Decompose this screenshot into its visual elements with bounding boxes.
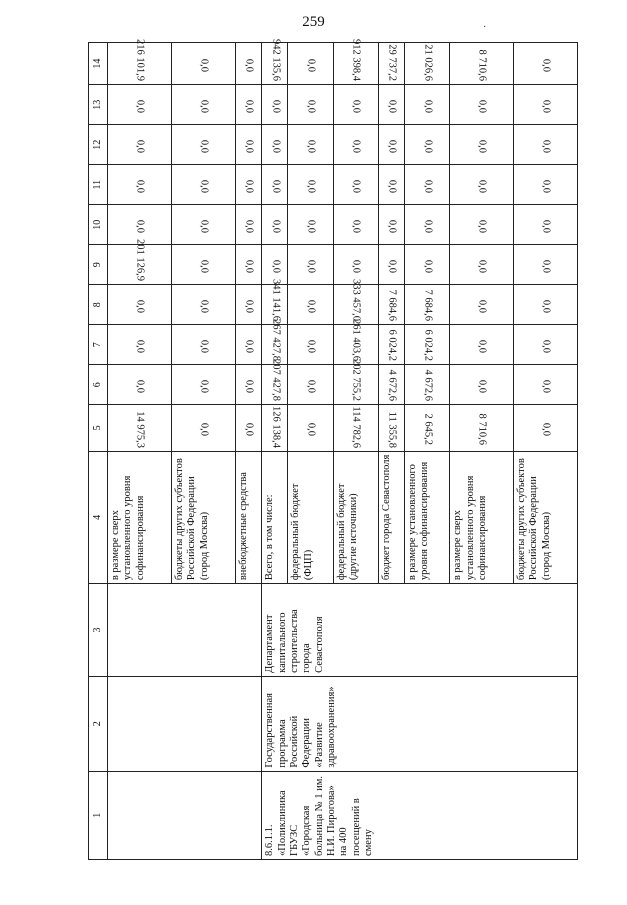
value-cell: 0,0 [288,43,333,85]
source-label: бюджет города Севастополя [378,451,404,584]
value-cell: 6 024,2 [378,325,404,365]
value-cell: 0,0 [514,165,578,205]
value-cell: 333 457,0 [333,285,378,325]
value-cell: 0,0 [378,165,404,205]
value-cell: 0,0 [235,245,261,285]
value-cell: 0,0 [171,85,235,125]
value-cell: 0,0 [405,125,450,165]
value-cell: 0,0 [450,125,514,165]
value-cell: 0,0 [288,365,333,405]
executor-cell-empty [108,584,262,677]
header-row [89,43,108,860]
value-cell: 0,0 [262,165,288,205]
col-header-12: 12 [89,125,108,165]
col-header-1: 1 [89,771,108,859]
rotated-table-frame [88,39,578,860]
source-label: в размере сверх установленного уровня софинансирования [450,451,514,584]
value-cell: 0,0 [514,85,578,125]
col-header-6: 6 [89,365,108,405]
value-cell: 207 427,8 [262,365,288,405]
value-cell: 0,0 [235,125,261,165]
value-cell: 201 126,9 [108,245,172,285]
value-cell: 0,0 [288,325,333,365]
value-cell: 0,0 [171,405,235,451]
value-cell: 0,0 [450,165,514,205]
source-label: федеральный бюджет (другие источники) [333,451,378,584]
value-cell: 0,0 [108,125,172,165]
value-cell: 0,0 [108,165,172,205]
value-cell: 0,0 [405,245,450,285]
value-cell: 267 427,8 [262,325,288,365]
value-cell: 0,0 [108,285,172,325]
value-cell: 0,0 [171,285,235,325]
source-label: в размере установленного уровня софинансирования [405,451,450,584]
col-header-10: 10 [89,205,108,245]
value-cell: 0,0 [288,205,333,245]
value-cell: 0,0 [235,43,261,85]
value-cell: 4 672,6 [405,365,450,405]
value-cell: 0,0 [288,245,333,285]
value-cell: 0,0 [262,125,288,165]
source-label: бюджеты других субъектов Российской Федерации (город Москва) [171,451,235,584]
source-label: в размере сверх установленного уровня софинансирования [108,451,172,584]
value-cell: 0,0 [288,125,333,165]
col-header-5: 5 [89,405,108,451]
value-cell: 0,0 [514,285,578,325]
col-header-8: 8 [89,285,108,325]
value-cell: 126 138,4 [262,405,288,451]
value-cell: 0,0 [405,85,450,125]
value-cell: 0,0 [450,365,514,405]
value-cell: 0,0 [378,205,404,245]
rotated-table-container [88,39,578,860]
value-cell: 0,0 [514,365,578,405]
value-cell: 0,0 [171,205,235,245]
value-cell: 0,0 [108,85,172,125]
value-cell: 0,0 [108,325,172,365]
value-cell: 0,0 [378,125,404,165]
col-header-11: 11 [89,165,108,205]
col-header-4: 4 [89,451,108,584]
value-cell: 0,0 [235,165,261,205]
object-cell-empty [108,771,262,859]
value-cell: 0,0 [262,85,288,125]
table-row [108,43,172,860]
value-cell: 0,0 [450,285,514,325]
scan-mark: · [483,22,487,33]
value-cell: 0,0 [514,43,578,85]
value-cell: 14 975,3 [108,405,172,451]
col-header-7: 7 [89,325,108,365]
value-cell: 0,0 [171,43,235,85]
value-cell: 0,0 [288,165,333,205]
col-header-3: 3 [89,584,108,677]
value-cell: 0,0 [450,205,514,245]
value-cell: 4 672,6 [378,365,404,405]
source-label: федеральный бюджет (ФЦП) [288,451,333,584]
value-cell: 0,0 [262,205,288,245]
value-cell: 0,0 [171,325,235,365]
value-cell: 0,0 [333,165,378,205]
value-cell: 0,0 [333,85,378,125]
value-cell: 341 141,6 [262,285,288,325]
source-label: бюджеты других субъектов Российской Федерации (город Москва) [514,451,578,584]
value-cell: 0,0 [450,245,514,285]
value-cell: 0,0 [450,85,514,125]
value-cell: 0,0 [108,365,172,405]
col-header-14: 14 [89,43,108,85]
value-cell: 0,0 [333,125,378,165]
value-cell: 7 684,6 [378,285,404,325]
source-label: Всего, в том числе: [262,451,288,584]
value-cell: 216 101,9 [108,43,172,85]
value-cell: 0,0 [333,245,378,285]
col-header-9: 9 [89,245,108,285]
value-cell: 0,0 [171,245,235,285]
value-cell: 21 026,6 [405,43,450,85]
value-cell: 0,0 [235,205,261,245]
value-cell: 29 737,2 [378,43,404,85]
value-cell: 0,0 [514,205,578,245]
value-cell: 0,0 [171,125,235,165]
value-cell: 6 024,2 [405,325,450,365]
value-cell: 0,0 [288,285,333,325]
value-cell: 0,0 [333,205,378,245]
value-cell: 11 355,8 [378,405,404,451]
value-cell: 0,0 [378,85,404,125]
object-name: 8.6.1.1. «Поликлиника ГБУЗС «Городская больница № 1 им. Н.И. Пирогова» на 400 посещений в смену [262,771,578,859]
value-cell: 0,0 [171,365,235,405]
value-cell: 0,0 [514,245,578,285]
value-cell: 114 782,6 [333,405,378,451]
value-cell: 0,0 [378,245,404,285]
value-cell: 8 710,6 [450,405,514,451]
value-cell: 2 645,2 [405,405,450,451]
value-cell: 0,0 [108,205,172,245]
value-cell: 0,0 [405,165,450,205]
value-cell: 8 710,6 [450,43,514,85]
col-header-2: 2 [89,676,108,771]
budget-table [88,39,578,860]
value-cell: 0,0 [235,365,261,405]
table-row [262,43,288,860]
value-cell: 912 398,4 [333,43,378,85]
value-cell: 0,0 [288,405,333,451]
value-cell: 0,0 [262,245,288,285]
value-cell: 0,0 [235,325,261,365]
value-cell: 0,0 [235,405,261,451]
value-cell: 0,0 [405,205,450,245]
value-cell: 0,0 [514,405,578,451]
source-label: внебюджетные средства [235,451,261,584]
value-cell: 7 684,6 [405,285,450,325]
value-cell: 0,0 [514,125,578,165]
value-cell: 261 403,6 [333,325,378,365]
value-cell: 0,0 [235,85,261,125]
value-cell: 202 755,2 [333,365,378,405]
executor-name: Департамент капитального строительства города Севастополя [262,584,578,677]
program-name: Государственная программа Российской Федерации «Развитие здравоохранения» [262,676,578,771]
value-cell: 0,0 [171,165,235,205]
page-number: 259 [302,14,325,30]
value-cell: 0,0 [514,325,578,365]
value-cell: 0,0 [288,85,333,125]
value-cell: 0,0 [450,325,514,365]
program-cell-empty [108,676,262,771]
value-cell: 0,0 [235,285,261,325]
value-cell: 942 135,6 [262,43,288,85]
col-header-13: 13 [89,85,108,125]
